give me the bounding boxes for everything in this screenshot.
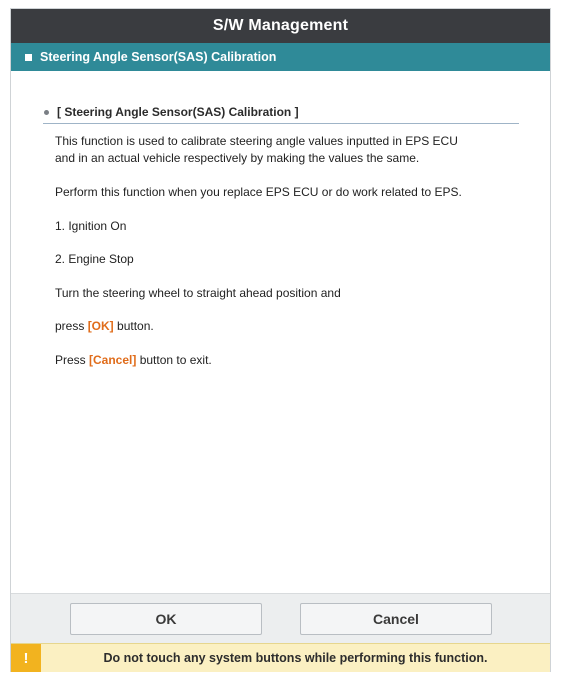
warning-text: Do not touch any system buttons while performing this function. xyxy=(103,651,488,665)
square-bullet-icon xyxy=(25,54,32,61)
action-bar xyxy=(11,593,550,644)
function-title: Steering Angle Sensor(SAS) Calibration xyxy=(40,50,277,64)
warning-icon: ! xyxy=(11,644,41,672)
window-title-bar xyxy=(11,9,550,43)
description-line-2: and in an actual vehicle respectively by making the values the same. xyxy=(55,151,420,165)
step-engine-stop: 2. Engine Stop xyxy=(55,252,134,266)
press-cancel-prefix: Press xyxy=(55,353,90,367)
cancel-key-highlight: [Cancel] xyxy=(89,353,137,367)
press-cancel-instruction xyxy=(55,352,525,369)
section-heading xyxy=(43,101,519,124)
step-ignition-on: 1. Ignition On xyxy=(55,219,127,233)
usage-paragraph: Perform this function when you replace EPS ECU or do work related to EPS. xyxy=(55,185,462,199)
cancel-button[interactable]: Cancel xyxy=(300,603,492,635)
section-heading-text: [ Steering Angle Sensor(SAS) Calibration ] xyxy=(57,105,299,119)
dialog-window xyxy=(10,8,551,672)
bullet-dot-icon xyxy=(44,110,49,115)
press-ok-instruction xyxy=(55,318,525,335)
press-ok-prefix: press xyxy=(55,319,88,333)
warning-bar xyxy=(11,643,550,672)
steering-instruction: Turn the steering wheel to straight ahead position and xyxy=(55,286,341,300)
press-ok-suffix: button. xyxy=(113,319,154,333)
window-title: S/W Management xyxy=(212,17,349,34)
press-cancel-suffix: button to exit. xyxy=(136,353,212,367)
ok-button[interactable]: OK xyxy=(70,603,262,635)
description-line-1: This function is used to calibrate steering angle values inputted in EPS ECU xyxy=(55,134,458,148)
function-header xyxy=(11,43,550,71)
ok-key-highlight: [OK] xyxy=(87,319,114,333)
description-paragraph xyxy=(55,133,525,167)
